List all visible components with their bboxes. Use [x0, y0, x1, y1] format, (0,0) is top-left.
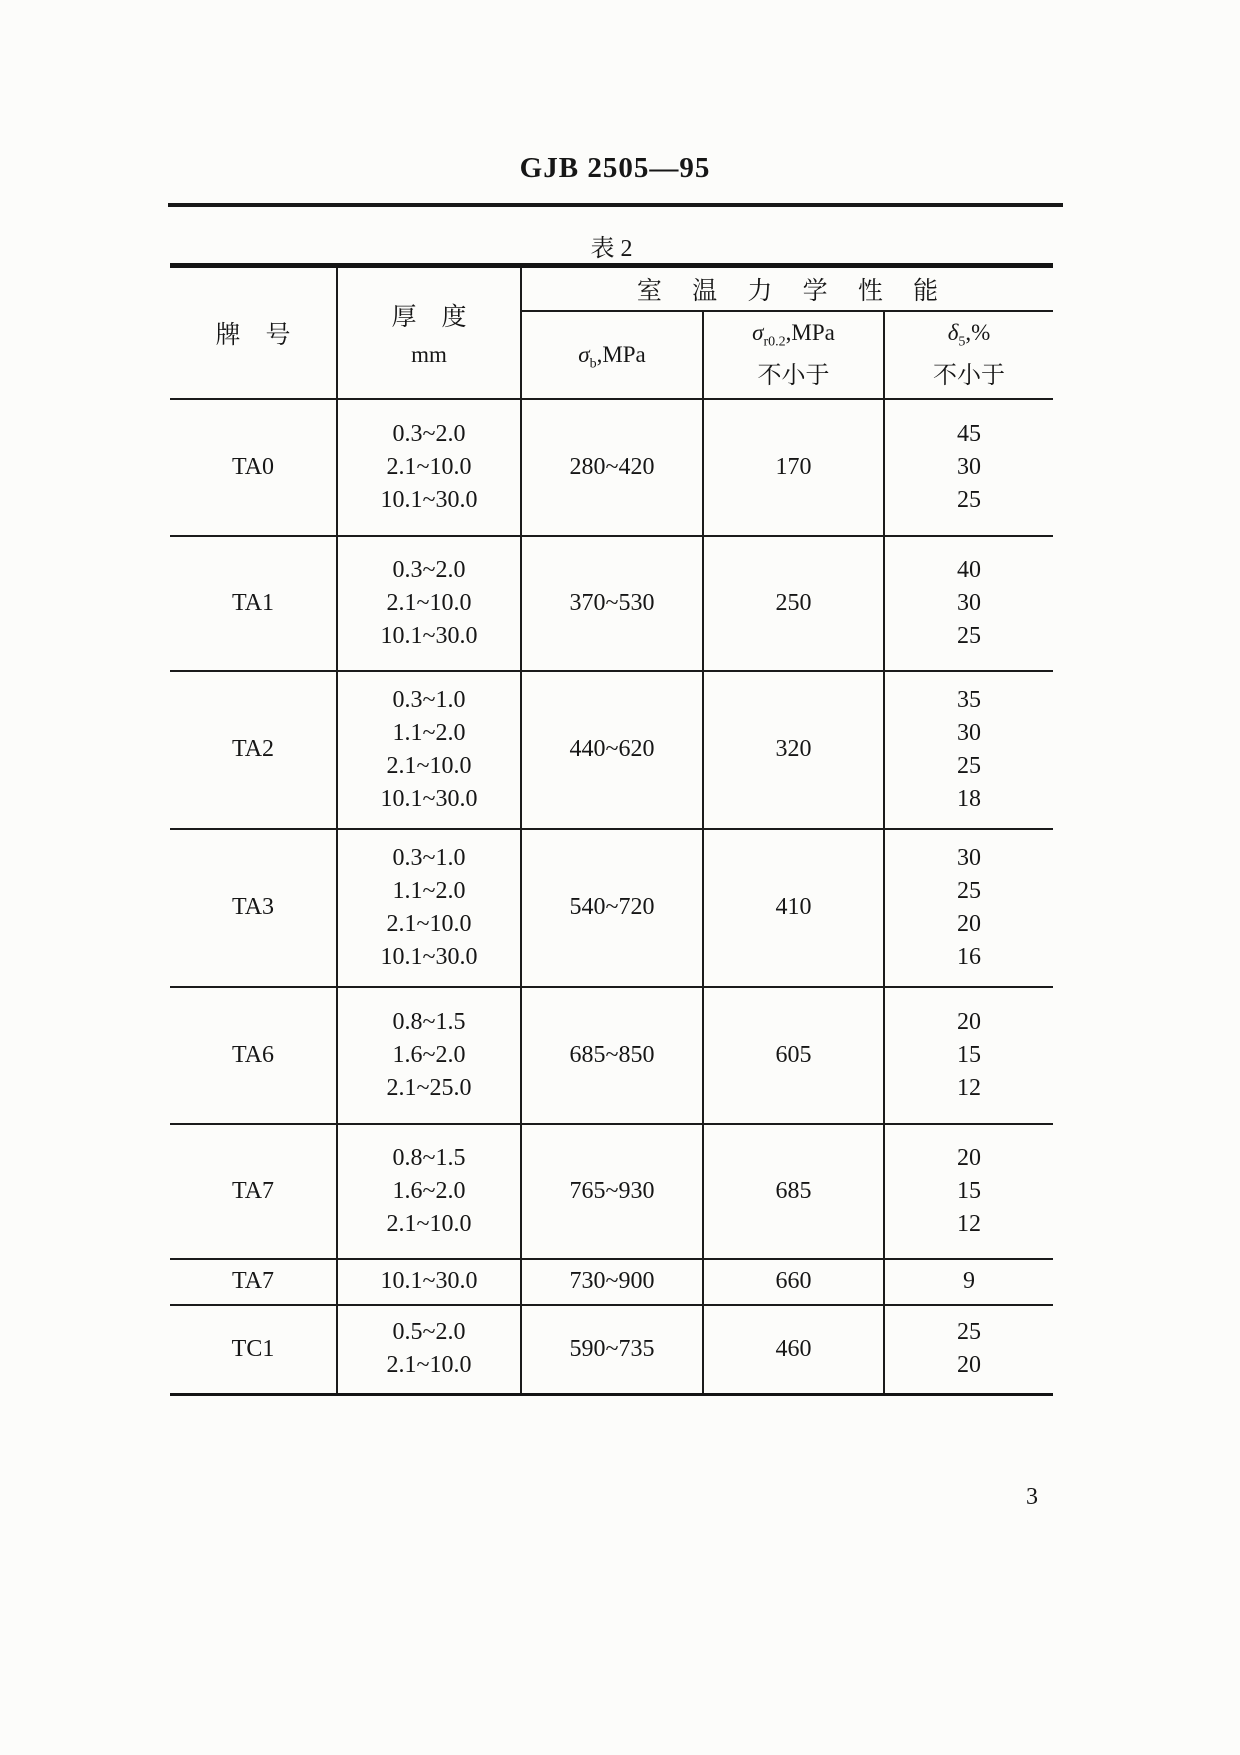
- thickness-line: 1.6~2.0: [392, 1041, 466, 1068]
- cell-grade: TA0: [170, 399, 337, 536]
- cell-sigma-r02: 460: [703, 1305, 884, 1395]
- delta5-line: 30: [957, 453, 981, 480]
- delta5-line: 16: [957, 943, 981, 970]
- cell-grade: TA3: [170, 829, 337, 987]
- thickness-line: 10.1~30.0: [380, 785, 478, 812]
- delta5-line: 15: [957, 1041, 981, 1068]
- thickness-line: 10.1~30.0: [380, 1268, 478, 1294]
- thickness-line: 2.1~25.0: [386, 1074, 472, 1101]
- delta5-line: 20: [957, 1352, 981, 1379]
- cell-sigma-r02: 320: [703, 671, 884, 829]
- table-row: [170, 987, 1053, 1124]
- page-number: 3: [1026, 1484, 1038, 1510]
- cell-thickness: [337, 1305, 521, 1395]
- thickness-line: 0.3~1.0: [392, 686, 466, 713]
- delta5-line: 20: [957, 1008, 981, 1035]
- cell-thickness: [337, 1259, 521, 1305]
- table-row: [170, 671, 1053, 829]
- delta5-line: 30: [957, 719, 981, 746]
- thickness-line: 0.8~1.5: [392, 1144, 466, 1171]
- delta5-line: 35: [957, 686, 981, 713]
- thickness-line: 1.1~2.0: [392, 719, 466, 746]
- cell-thickness: [337, 987, 521, 1124]
- delta5-line: 25: [957, 877, 981, 904]
- cell-sigma-b: 540~720: [521, 829, 703, 987]
- delta5-line: 30: [957, 844, 981, 871]
- thickness-line: 2.1~10.0: [386, 1352, 472, 1379]
- sigma-r02-subscript: r0.2: [763, 334, 786, 350]
- delta5-line: 40: [957, 556, 981, 583]
- document-code: GJB 2505—95: [519, 152, 711, 184]
- header-sigma-r02: [703, 311, 884, 399]
- cell-sigma-b: 440~620: [521, 671, 703, 829]
- delta5-unit: ,%: [965, 319, 991, 345]
- cell-grade: TA2: [170, 671, 337, 829]
- delta5-line: 20: [957, 910, 981, 937]
- cell-thickness: [337, 536, 521, 671]
- cell-delta5: [884, 671, 1053, 829]
- cell-delta5: [884, 1124, 1053, 1259]
- mechanical-properties-table: [170, 263, 1053, 1396]
- thickness-line: 10.1~30.0: [380, 943, 478, 970]
- cell-delta5: [884, 829, 1053, 987]
- cell-thickness: [337, 399, 521, 536]
- header-rule: [168, 203, 1063, 207]
- cell-sigma-b: 280~420: [521, 399, 703, 536]
- table-row: [170, 399, 1053, 536]
- delta5-line: 25: [957, 486, 981, 513]
- delta5-line: 25: [957, 752, 981, 779]
- thickness-line: 1.1~2.0: [392, 877, 466, 904]
- not-less-than-note: 不小于: [933, 362, 1005, 389]
- cell-sigma-b: 370~530: [521, 536, 703, 671]
- delta5-line: 15: [957, 1177, 981, 1204]
- thickness-line: 2.1~10.0: [386, 910, 472, 937]
- thickness-line: 0.8~1.5: [392, 1008, 466, 1035]
- delta5-line: 18: [957, 785, 981, 812]
- not-less-than-note: 不小于: [757, 362, 830, 389]
- thickness-line: 2.1~10.0: [386, 1210, 472, 1237]
- table-row: [170, 1259, 1053, 1305]
- cell-sigma-b: 765~930: [521, 1124, 703, 1259]
- delta5-line: 30: [957, 589, 981, 616]
- delta5-line: 45: [957, 420, 981, 447]
- delta5-line: 9: [963, 1268, 975, 1294]
- cell-delta5: [884, 987, 1053, 1124]
- cell-delta5: [884, 1259, 1053, 1305]
- cell-thickness: [337, 1124, 521, 1259]
- delta5-line: 25: [957, 622, 981, 649]
- cell-sigma-b: 685~850: [521, 987, 703, 1124]
- delta5-line: 12: [957, 1210, 981, 1237]
- delta5-line: 12: [957, 1074, 981, 1101]
- header-thickness-unit: mm: [411, 342, 447, 368]
- sigma-symbol: σ: [578, 341, 590, 367]
- table-row: [170, 1305, 1053, 1395]
- sigma-b-subscript: b: [589, 356, 597, 372]
- delta-symbol: δ: [947, 319, 959, 345]
- sigma-b-unit: ,MPa: [596, 341, 646, 367]
- table-row: [170, 829, 1053, 987]
- table-caption: 表 2: [590, 236, 633, 262]
- cell-delta5: [884, 1305, 1053, 1395]
- table-row: [170, 1124, 1053, 1259]
- thickness-line: 2.1~10.0: [386, 453, 472, 480]
- header-grade: 牌 号: [215, 321, 291, 349]
- thickness-line: 10.1~30.0: [380, 622, 478, 649]
- thickness-line: 1.6~2.0: [392, 1177, 466, 1204]
- delta5-line: 20: [957, 1144, 981, 1171]
- cell-grade: TC1: [170, 1305, 337, 1395]
- cell-grade: TA7: [170, 1124, 337, 1259]
- header-delta5: [884, 311, 1053, 399]
- cell-delta5: [884, 399, 1053, 536]
- cell-sigma-r02: 410: [703, 829, 884, 987]
- thickness-line: 0.5~2.0: [392, 1319, 466, 1346]
- sigma-r02-unit: ,MPa: [785, 319, 835, 345]
- cell-sigma-r02: 170: [703, 399, 884, 536]
- header-thickness: [337, 266, 521, 399]
- delta5-line: 25: [957, 1319, 981, 1346]
- thickness-line: 2.1~10.0: [386, 752, 472, 779]
- thickness-line: 10.1~30.0: [380, 486, 478, 513]
- thickness-line: 0.3~1.0: [392, 844, 466, 871]
- cell-sigma-r02: 605: [703, 987, 884, 1124]
- cell-sigma-r02: 685: [703, 1124, 884, 1259]
- cell-sigma-b: 590~735: [521, 1305, 703, 1395]
- table-row: [170, 536, 1053, 671]
- header-thickness-title: 厚 度: [391, 304, 467, 332]
- cell-sigma-r02: 250: [703, 536, 884, 671]
- thickness-line: 0.3~2.0: [392, 556, 466, 583]
- cell-grade: TA1: [170, 536, 337, 671]
- cell-thickness: [337, 829, 521, 987]
- delta5-subscript: 5: [958, 334, 966, 350]
- cell-thickness: [337, 671, 521, 829]
- cell-sigma-b: 730~900: [521, 1259, 703, 1305]
- cell-sigma-r02: 660: [703, 1259, 884, 1305]
- header-span-room-temp-properties: 室 温 力 学 性 能: [521, 266, 1053, 311]
- cell-grade: TA7: [170, 1259, 337, 1305]
- cell-grade: TA6: [170, 987, 337, 1124]
- sigma-symbol: σ: [752, 319, 764, 345]
- header-sigma-b: [521, 311, 703, 399]
- thickness-line: 0.3~2.0: [392, 420, 466, 447]
- thickness-line: 2.1~10.0: [386, 589, 472, 616]
- cell-delta5: [884, 536, 1053, 671]
